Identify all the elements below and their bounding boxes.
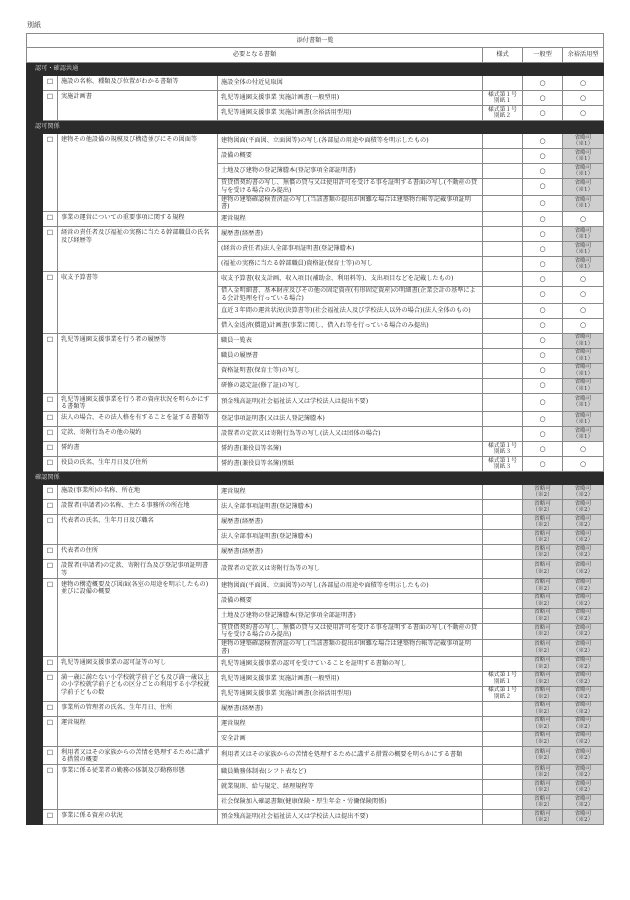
checkbox-icon[interactable]: ☐: [43, 227, 58, 272]
surplus-omittable-badge: 省略可（※2）: [563, 731, 604, 746]
surplus-omittable-badge: 省略可（※1）: [563, 333, 604, 348]
checkbox-icon[interactable]: ☐: [43, 810, 58, 825]
general-required-circle-icon: ○: [523, 363, 563, 378]
format-number: [483, 810, 523, 825]
table-row: [27, 656, 604, 671]
document-name: (福祉の実務に当たる幹部職員)資格証(保育士等)の写し: [218, 257, 483, 272]
general-required-circle-icon: ○: [523, 442, 563, 457]
checkbox-icon[interactable]: ☐: [43, 701, 58, 716]
surplus-omittable-badge: 省略可（※2）: [563, 578, 604, 593]
general-omittable-badge: 省略可（※2）: [523, 716, 563, 731]
surplus-omittable-badge: 省略可（※1）: [563, 348, 604, 363]
surplus-omittable-badge: 省略可（※1）: [563, 378, 604, 393]
section-stripe: [27, 134, 43, 472]
requirement-description: 定款、寄附行為その他の規約: [58, 427, 218, 442]
surplus-omittable-badge: 省略可（※2）: [563, 656, 604, 671]
requirement-description: 施設(事業所)の名称、所在地: [58, 485, 218, 500]
checkbox-icon[interactable]: ☐: [43, 442, 58, 457]
table-row: [27, 212, 604, 227]
general-required-circle-icon: ○: [523, 348, 563, 363]
format-number: [483, 515, 523, 530]
format-number: [483, 212, 523, 227]
checkbox-icon[interactable]: ☐: [43, 457, 58, 472]
checkbox-icon[interactable]: ☐: [43, 412, 58, 427]
requirement-description: 乳児等通園支援事業の認可証等の写し: [58, 656, 218, 671]
table-row: [27, 457, 604, 472]
format-number: [483, 393, 523, 412]
format-number: [483, 623, 523, 640]
format-number: [483, 780, 523, 795]
surplus-omittable-badge: 省略可（※2）: [563, 593, 604, 608]
checkbox-icon[interactable]: ☐: [43, 716, 58, 746]
general-omittable-badge: 省略可（※2）: [523, 795, 563, 810]
surplus-omittable-badge: 省略可（※2）: [563, 500, 604, 515]
section-title: 認可・確認共通: [27, 63, 604, 76]
checkbox-icon[interactable]: ☐: [43, 545, 58, 560]
checkbox-icon[interactable]: ☐: [43, 427, 58, 442]
document-name: 資格証明書(保育士等)の写し: [218, 363, 483, 378]
document-name: 施設全体の付近見取図: [218, 76, 483, 91]
general-required-circle-icon: ○: [523, 333, 563, 348]
table-row: [27, 746, 604, 765]
format-number: [483, 333, 523, 348]
table-row: [27, 442, 604, 457]
checkbox-icon[interactable]: ☐: [43, 671, 58, 701]
checkbox-icon[interactable]: ☐: [43, 91, 58, 121]
general-required-circle-icon: ○: [523, 378, 563, 393]
surplus-omittable-badge: 省略可（※2）: [563, 623, 604, 640]
surplus-omittable-badge: 省略可（※2）: [563, 780, 604, 795]
document-name: 履歴書(経歴書): [218, 227, 483, 242]
table-row: [27, 765, 604, 780]
general-omittable-badge: 省略可（※2）: [523, 640, 563, 657]
general-required-circle-icon: ○: [523, 303, 563, 318]
general-omittable-badge: 省略可（※2）: [523, 593, 563, 608]
requirement-description: 建物その他設備の規模及び構造並びにその図面等: [58, 134, 218, 212]
general-omittable-badge: 省略可（※2）: [523, 810, 563, 825]
document-name: 履歴書(経歴書): [218, 515, 483, 530]
surplus-required-circle-icon: ○: [563, 457, 604, 472]
checkbox-icon[interactable]: ☐: [43, 333, 58, 393]
format-number: [483, 578, 523, 593]
surplus-omittable-badge: 省略可（※2）: [563, 608, 604, 623]
format-number: [483, 348, 523, 363]
document-name: (経営の責任者)法人全部事項証明書(登記簿謄本): [218, 242, 483, 257]
format-number: [483, 164, 523, 179]
header-general: 一般型: [523, 48, 563, 63]
table-row: [27, 227, 604, 242]
surplus-required-circle-icon: ○: [563, 272, 604, 287]
general-omittable-badge: 省略可（※2）: [523, 485, 563, 500]
surplus-omittable-badge: 省略可（※1）: [563, 257, 604, 272]
document-name: 借入金返済(償還)計画書(事業に関し、借入れ等を行っている場合のみ提出): [218, 318, 483, 333]
checkbox-icon[interactable]: ☐: [43, 765, 58, 810]
table-row: [27, 134, 604, 149]
table-row: [27, 515, 604, 530]
document-name: 利用者又はその家族からの苦情を処理するために講ずる措置の概要を明らかにする書類: [218, 746, 483, 765]
requirement-description: 代表者の氏名、生年月日及び職名: [58, 515, 218, 545]
general-omittable-badge: 省略可（※2）: [523, 560, 563, 579]
surplus-required-circle-icon: ○: [563, 212, 604, 227]
surplus-required-circle-icon: ○: [563, 287, 604, 304]
document-name: 借入金明細書、基本財産及びその他の固定資産(有形固定資産)の明細書(企業会計の基準による会計処理を行っている場合): [218, 287, 483, 304]
document-name: 土地及び建物の登記簿謄本(登記事項全部証明書): [218, 164, 483, 179]
surplus-omittable-badge: 省略可（※2）: [563, 686, 604, 701]
general-omittable-badge: 省略可（※2）: [523, 608, 563, 623]
surplus-omittable-badge: 省略可（※2）: [563, 485, 604, 500]
surplus-omittable-badge: 省略可（※2）: [563, 746, 604, 765]
format-number: [483, 134, 523, 149]
format-number: [483, 149, 523, 164]
general-required-circle-icon: ○: [523, 412, 563, 427]
table-row: [27, 545, 604, 560]
general-omittable-badge: 省略可（※2）: [523, 623, 563, 640]
surplus-omittable-badge: 省略可（※1）: [563, 227, 604, 242]
section-header: [27, 63, 604, 76]
general-omittable-badge: 省略可（※2）: [523, 686, 563, 701]
format-number: 様式第１号 別紙２: [483, 106, 523, 121]
format-number: [483, 746, 523, 765]
format-number: [483, 227, 523, 242]
table-row: [27, 412, 604, 427]
general-required-circle-icon: ○: [523, 457, 563, 472]
surplus-omittable-badge: 省略可（※2）: [563, 530, 604, 545]
format-number: [483, 765, 523, 780]
document-name: 建物図面(平面図、立面図等)の写し(各部屋の用途や面積等を明示したもの): [218, 578, 483, 593]
document-name: 安全計画: [218, 731, 483, 746]
surplus-omittable-badge: 省略可（※2）: [563, 810, 604, 825]
table-row: [27, 333, 604, 348]
surplus-omittable-badge: 省略可（※1）: [563, 427, 604, 442]
document-name: 建物の建築確認検査済証の写し(当該書類の提出が困難な場合は建築物台帳等記載事項証明書): [218, 640, 483, 657]
general-required-circle-icon: ○: [523, 164, 563, 179]
general-required-circle-icon: ○: [523, 272, 563, 287]
document-name: 預金残高証明(社会福祉法人又は学校法人は提出不要): [218, 810, 483, 825]
requirement-description: 誓約書: [58, 442, 218, 457]
format-number: [483, 795, 523, 810]
document-name: 誓約書(兼役員等名簿): [218, 442, 483, 457]
document-name: 預金残高証明(社会福祉法人又は学校法人は提出不要): [218, 393, 483, 412]
table-row: [27, 701, 604, 716]
table-row: [27, 716, 604, 731]
format-number: [483, 287, 523, 304]
document-name: 収支予算書(収支計画、収入項目(補助金、利用料等)、支出項目などを記載したもの): [218, 272, 483, 287]
requirement-description: 乳児等通園支援事業を行う者の履歴等: [58, 333, 218, 393]
checkbox-icon[interactable]: ☐: [43, 560, 58, 579]
checkbox-icon[interactable]: ☐: [43, 485, 58, 500]
general-omittable-badge: 省略可（※2）: [523, 780, 563, 795]
requirement-description: 施設の名称、種類及び位置がわかる書類等: [58, 76, 218, 91]
surplus-omittable-badge: 省略可（※2）: [563, 671, 604, 686]
table-row: [27, 500, 604, 515]
requirement-description: 実施計画書: [58, 91, 218, 121]
general-omittable-badge: 省略可（※2）: [523, 731, 563, 746]
document-name: 運営規程: [218, 485, 483, 500]
surplus-omittable-badge: 省略可（※1）: [563, 393, 604, 412]
document-name: 履歴書(経歴書): [218, 545, 483, 560]
format-number: [483, 530, 523, 545]
surplus-required-circle-icon: ○: [563, 442, 604, 457]
general-omittable-badge: 省略可（※2）: [523, 765, 563, 780]
checkbox-icon[interactable]: ☐: [43, 746, 58, 765]
surplus-omittable-badge: 省略可（※2）: [563, 545, 604, 560]
surplus-omittable-badge: 省略可（※2）: [563, 640, 604, 657]
surplus-required-circle-icon: ○: [563, 76, 604, 91]
document-name: 履歴書(経歴書): [218, 701, 483, 716]
format-number: [483, 427, 523, 442]
table-row: [27, 393, 604, 412]
format-number: [483, 716, 523, 731]
document-name: 建物図面(平面図、立面図等)の写し(各部屋の用途や面積等を明示したもの): [218, 134, 483, 149]
section-header: [27, 472, 604, 485]
format-number: [483, 195, 523, 212]
general-required-circle-icon: ○: [523, 91, 563, 106]
format-number: [483, 500, 523, 515]
document-name: 職員勤務体制表(シフト表など): [218, 765, 483, 780]
checkbox-icon[interactable]: ☐: [43, 134, 58, 212]
surplus-omittable-badge: 省略可（※1）: [563, 412, 604, 427]
section-stripe: [27, 76, 43, 121]
format-number: [483, 257, 523, 272]
checkbox-icon[interactable]: ☐: [43, 515, 58, 545]
document-name: 建物の建築確認検査済証の写し(当該書類の提出が困難な場合は建築物台帳等記載事項証明書): [218, 195, 483, 212]
general-omittable-badge: 省略可（※2）: [523, 656, 563, 671]
format-number: 様式第１号 別紙３: [483, 442, 523, 457]
requirement-description: 運営規程: [58, 716, 218, 746]
requirement-description: 事業所の管理者の氏名、生年月日、住所: [58, 701, 218, 716]
surplus-omittable-badge: 省略可（※1）: [563, 164, 604, 179]
document-name: 誓約書(兼役員等名簿)別紙: [218, 457, 483, 472]
checkbox-icon[interactable]: ☐: [43, 393, 58, 412]
format-number: 様式第１号 別紙３: [483, 457, 523, 472]
general-required-circle-icon: ○: [523, 287, 563, 304]
general-omittable-badge: 省略可（※2）: [523, 545, 563, 560]
format-number: [483, 242, 523, 257]
checkbox-icon[interactable]: ☐: [43, 212, 58, 227]
general-omittable-badge: 省略可（※2）: [523, 500, 563, 515]
table-row: [27, 560, 604, 579]
format-number: 様式第１号 別紙１: [483, 91, 523, 106]
general-omittable-badge: 省略可（※2）: [523, 701, 563, 716]
surplus-omittable-badge: 省略可（※1）: [563, 134, 604, 149]
document-name: 就業規則、給与規定、経理規程等: [218, 780, 483, 795]
format-number: [483, 272, 523, 287]
surplus-omittable-badge: 省略可（※1）: [563, 363, 604, 378]
requirement-description: 収支予算書等: [58, 272, 218, 334]
requirement-description: 事業に係る従業者の勤務の体制及び勤務形態: [58, 765, 218, 810]
surplus-required-circle-icon: ○: [563, 106, 604, 121]
format-number: [483, 318, 523, 333]
document-name: 賃貸借契約書の写し、無償の貸与又は使用許可を受ける事を証明する書面の写し(不動産の貸与を受ける場合のみ提出): [218, 623, 483, 640]
document-name: 職員一覧表: [218, 333, 483, 348]
general-required-circle-icon: ○: [523, 106, 563, 121]
table-row: [27, 578, 604, 593]
section-header: [27, 121, 604, 134]
format-number: 様式第１号 別紙２: [483, 686, 523, 701]
surplus-omittable-badge: 省略可（※1）: [563, 149, 604, 164]
general-required-circle-icon: ○: [523, 393, 563, 412]
table-row: [27, 272, 604, 287]
document-name: 賃貸借契約書の写し、無償の貸与又は使用許可を受ける事を証明する書面の写し(不動産の貸与を受ける場合のみ提出): [218, 179, 483, 196]
requirement-description: 法人の場合、その法人格を有することを証する書類等: [58, 412, 218, 427]
document-name: 乳児等通園支援事業の認可を受けていることを証明する書類の写し: [218, 656, 483, 671]
format-number: [483, 303, 523, 318]
requirement-description: 建物の構造概要及び図面(各室の用途を明示したもの) 並びに設備の概要: [58, 578, 218, 656]
table-row: [27, 485, 604, 500]
document-name: 社会保険加入確認書類(健康保険・厚生年金・労働保険関係): [218, 795, 483, 810]
document-name: 研修の認定証(修了証)の写し: [218, 378, 483, 393]
checkbox-icon[interactable]: ☐: [43, 500, 58, 515]
format-number: [483, 608, 523, 623]
requirement-description: 満一歳に満たない小学校就学前子ども及び満一歳以上の小学校就学前子どもの区分ごとの利用する小学校就学前子どもの数: [58, 671, 218, 701]
general-required-circle-icon: ○: [523, 427, 563, 442]
surplus-required-circle-icon: ○: [563, 318, 604, 333]
document-name: 直近３年間の運営状況(決算書等)(社会福祉法人及び学校法人以外の場合)(法人全体のもの): [218, 303, 483, 318]
checkbox-icon[interactable]: ☐: [43, 656, 58, 671]
surplus-omittable-badge: 省略可（※2）: [563, 701, 604, 716]
checkbox-icon[interactable]: ☐: [43, 578, 58, 656]
table-row: [27, 427, 604, 442]
surplus-omittable-badge: 省略可（※1）: [563, 242, 604, 257]
format-number: [483, 363, 523, 378]
document-name: 登記事項証明書(又は法人登記簿謄本): [218, 412, 483, 427]
section-title: 確認関係: [27, 472, 604, 485]
general-omittable-badge: 省略可（※2）: [523, 671, 563, 686]
general-required-circle-icon: ○: [523, 227, 563, 242]
requirement-description: 利用者又はその家族からの苦情を処理するために講ずる措置の概要: [58, 746, 218, 765]
format-number: [483, 701, 523, 716]
header-format: 様式: [483, 48, 523, 63]
annex-label: 別紙: [27, 21, 41, 29]
surplus-omittable-badge: 省略可（※2）: [563, 515, 604, 530]
format-number: [483, 731, 523, 746]
table-row: [27, 91, 604, 106]
requirement-description: 役員の氏名、生年月日及び住所: [58, 457, 218, 472]
table-row: [27, 671, 604, 686]
general-omittable-badge: 省略可（※2）: [523, 530, 563, 545]
document-name: 運営規程: [218, 716, 483, 731]
general-required-circle-icon: ○: [523, 242, 563, 257]
document-name: 設置者の定款又は寄附行為等の写し(法人又は団体の場合): [218, 427, 483, 442]
surplus-omittable-badge: 省略可（※2）: [563, 795, 604, 810]
format-number: [483, 545, 523, 560]
general-omittable-badge: 省略可（※2）: [523, 746, 563, 765]
format-number: [483, 640, 523, 657]
surplus-omittable-badge: 省略可（※2）: [563, 560, 604, 579]
requirement-description: 設置者(申請者)の名称、主たる事務所の所在地: [58, 500, 218, 515]
table-row: [27, 810, 604, 825]
general-required-circle-icon: ○: [523, 212, 563, 227]
document-name: 設備の概要: [218, 149, 483, 164]
table-title: 添付書類一覧: [27, 34, 604, 48]
section-title: 認可関係: [27, 121, 604, 134]
requirement-description: 事業に係る資産の状況: [58, 810, 218, 825]
document-name: 乳児等通園支援事業 実施計画書(一般型用): [218, 671, 483, 686]
requirement-description: 経営の責任者及び福祉の実務に当たる幹部職員の氏名及び経歴等: [58, 227, 218, 272]
general-required-circle-icon: ○: [523, 179, 563, 196]
table-row: [27, 76, 604, 91]
surplus-omittable-badge: 省略可（※2）: [563, 716, 604, 731]
format-number: [483, 593, 523, 608]
requirement-description: 代表者の住所: [58, 545, 218, 560]
header-surplus: 余裕活用型: [563, 48, 604, 63]
general-required-circle-icon: ○: [523, 318, 563, 333]
format-number: [483, 412, 523, 427]
format-number: [483, 76, 523, 91]
general-omittable-badge: 省略可（※2）: [523, 578, 563, 593]
format-number: [483, 560, 523, 579]
surplus-required-circle-icon: ○: [563, 91, 604, 106]
document-name: 設備の概要: [218, 593, 483, 608]
checkbox-icon[interactable]: ☐: [43, 76, 58, 91]
requirement-description: 事業の運営についての重要事項に関する規程: [58, 212, 218, 227]
general-omittable-badge: 省略可（※2）: [523, 515, 563, 530]
format-number: [483, 656, 523, 671]
format-number: [483, 378, 523, 393]
surplus-omittable-badge: 省略可（※1）: [563, 179, 604, 196]
format-number: 様式第１号 別紙１: [483, 671, 523, 686]
document-name: 乳児等通園支援事業 実施計画書(余裕活用型用): [218, 686, 483, 701]
surplus-omittable-badge: 省略可（※1）: [563, 195, 604, 212]
section-stripe: [27, 485, 43, 825]
surplus-required-circle-icon: ○: [563, 303, 604, 318]
format-number: [483, 179, 523, 196]
attached-documents-table: [26, 33, 604, 825]
general-required-circle-icon: ○: [523, 195, 563, 212]
requirement-description: 設置者(申請者)の定款、寄附行為及び登記事項証明書 等: [58, 560, 218, 579]
general-required-circle-icon: ○: [523, 257, 563, 272]
document-name: 設置者の定款又は寄附行為等の写し: [218, 560, 483, 579]
document-name: 法人全部事項証明書(登記簿謄本): [218, 530, 483, 545]
document-name: 乳児等通園支援事業 実施計画書(一般型用): [218, 91, 483, 106]
general-required-circle-icon: ○: [523, 134, 563, 149]
general-required-circle-icon: ○: [523, 76, 563, 91]
document-name: 職員の履歴書: [218, 348, 483, 363]
header-required-docs: 必要となる書類: [27, 48, 483, 63]
surplus-omittable-badge: 省略可（※2）: [563, 765, 604, 780]
general-required-circle-icon: ○: [523, 149, 563, 164]
document-name: 運営規程: [218, 212, 483, 227]
document-name: 乳児等通園支援事業 実施計画書(余裕活用型用): [218, 106, 483, 121]
document-name: 法人全部事項証明書(登記簿謄本): [218, 500, 483, 515]
document-name: 土地及び建物の登記簿謄本(登記事項全部証明書): [218, 608, 483, 623]
requirement-description: 乳児等通園支援事業を行う者の資産状況を明らかにする書類等: [58, 393, 218, 412]
checkbox-icon[interactable]: ☐: [43, 272, 58, 334]
format-number: [483, 485, 523, 500]
